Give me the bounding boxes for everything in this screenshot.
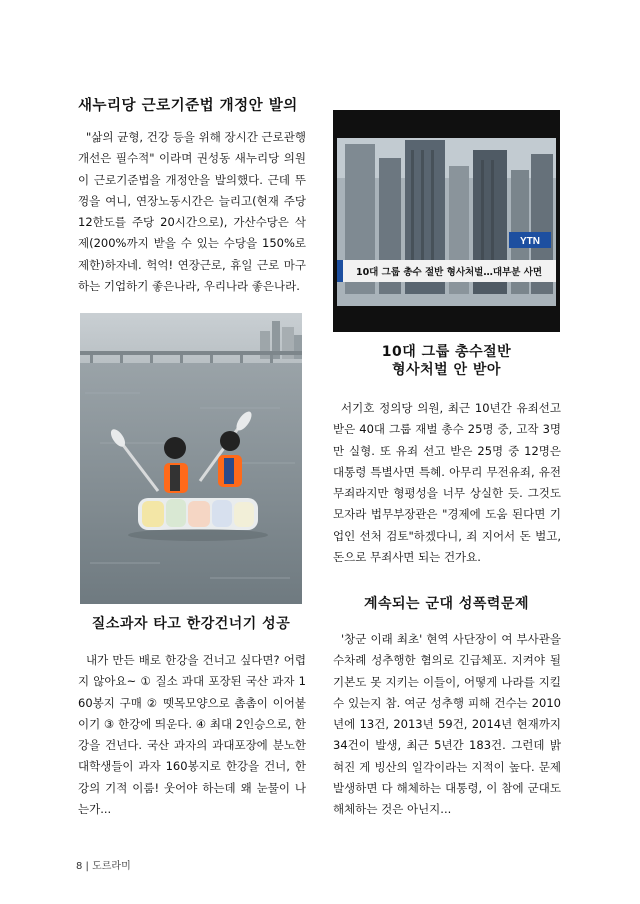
article-title-chaebol-line1: 10대 그룹 총수절반 bbox=[381, 344, 512, 360]
page-footer: 8 | 도르라미 bbox=[76, 861, 131, 872]
article-title-snack-raft: 질소과자 타고 한강건너기 성공 bbox=[91, 616, 291, 632]
article-title-chaebol-line2: 형사처벌 안 받아 bbox=[392, 362, 501, 378]
article-body-labor-law: "삶의 균형, 건강 등을 위해 장시간 근로관행 개선은 필수적" 이라며 권성동 새누리당 의원이 근로기준법을 개정안을 발의했다. 근데 뚜껑을 여니, 연장노동시간은 늘리고(현재 주당 12한도를 주당 20시간으로), 가산수당은 삭제(200%까지 받을 수 있는 수당을 150%로 제한)하자네. 헉억! 연장근로, 휴일 근로 마구하는 기업하기 좋은나라, 우리나라 좋은나라. bbox=[78, 130, 306, 294]
article-body-chaebol: 서기호 정의당 의원, 최근 10년간 유죄선고 받은 40대 그룹 재벌 총수 25명 중, 고작 3명만 실형. 또 유죄 선고 받은 25명 중 12명은 대통령 특별사면 특혜. 아무리 무전유죄, 유전무죄라지만 형평성을 너무 상실한 듯. 그것도 모자라 법무부장관은 "경제에 도움 된다면 기업인 선처 검토"하겠다니, 죄 지어서 돈 벌고, 돈으로 무죄사면 되는 건가요. bbox=[333, 401, 561, 565]
snack-raft-photo bbox=[80, 313, 302, 604]
article-body-snack-raft: 내가 만든 배로 한강을 건너고 싶다면? 어렵지 않아요~ ① 질소 과대 포장된 국산 과자 160봉지 구매 ② 뗏목모양으로 촘촘이 이어붙이기 ③ 한강에 띄운다. ④ 최대 2인승으로, 한강을 건넌다. 국산 과자의 과대포장에 분노한 대학생들이 과자 160봉지로 한강을 건너, 한강의 기적 이룸! 웃어야 하는데 왜 눈물이 나는가... bbox=[78, 653, 306, 817]
article-title-military: 계속되는 군대 성폭력문제 bbox=[363, 596, 529, 612]
article-body-military: '창군 이래 최초' 현역 사단장이 여 부사관을 수차례 성추행한 혐의로 긴급체포. 지켜야 될 기본도 못 지키는 이들이, 어떻게 나라를 지킬 수 있는지 참. 여군 성추행 피해 건수는 2010년에 13건, 2013년 59건, 2014년 현재까지 34건이 발생, 최근 5년간 183건. 그런데 밝혀진 게 빙산의 일각이라는 지적이 높다. 문제 발생하면 다 해체하는 대통령, 이 참에 군대도 해체하는 것은 아닌지... bbox=[333, 632, 561, 817]
article-title-labor-law: 새누리당 근로기준법 개정안 발의 bbox=[78, 98, 298, 114]
ytn-logo: YTN bbox=[520, 236, 540, 247]
news-caption: 10대 그룹 총수 절반 형사처벌…대부분 사면 bbox=[355, 267, 543, 278]
article-title-chaebol bbox=[333, 343, 560, 379]
news-broadcast-photo bbox=[333, 110, 560, 332]
